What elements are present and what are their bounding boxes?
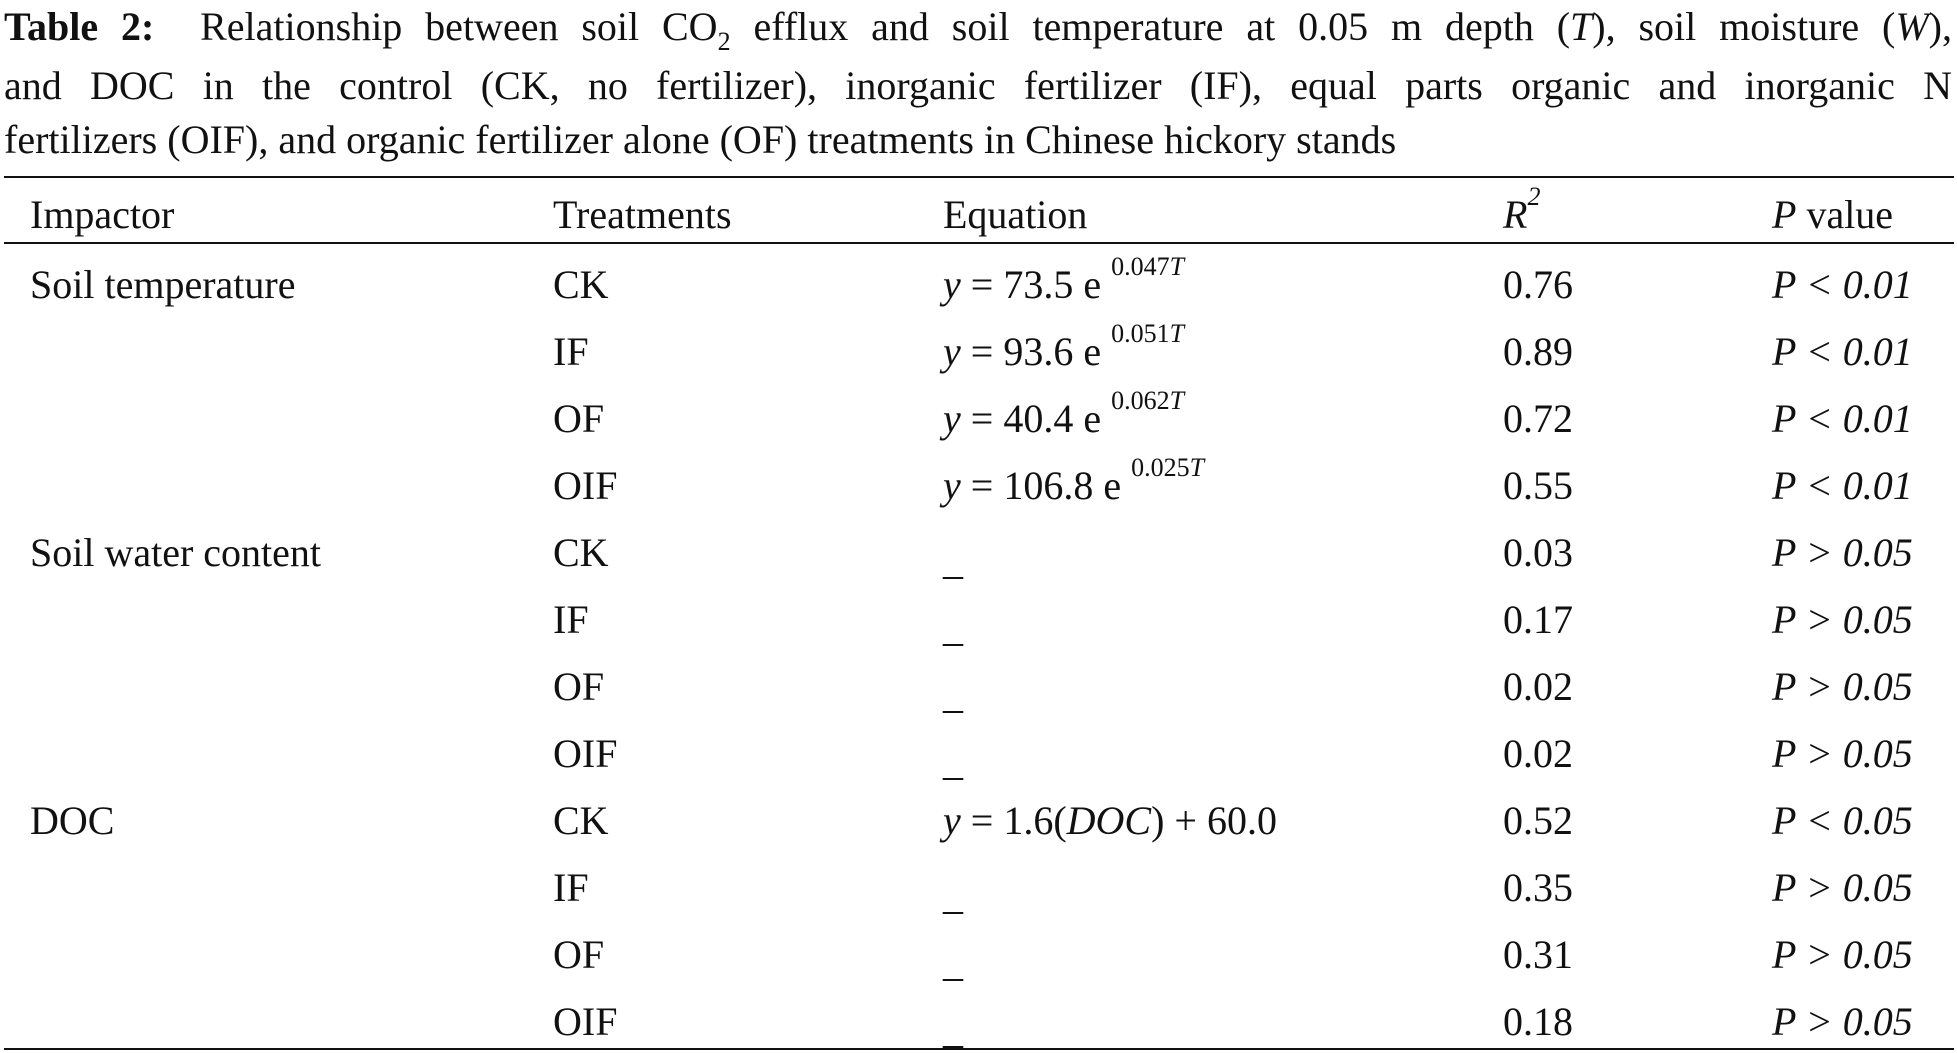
p-value-cell: P < 0.05: [1772, 798, 1913, 843]
equation-cell: [943, 861, 963, 918]
r-squared-cell: 0.89: [1503, 329, 1573, 374]
header-p-value: P value: [1772, 192, 1894, 237]
table-header-rule: [4, 242, 1954, 244]
treatment-cell: OIF: [553, 731, 618, 776]
r-squared-cell: 0.02: [1503, 664, 1573, 709]
r-squared-cell: 0.03: [1503, 530, 1573, 575]
table-row: [0, 995, 1957, 1052]
equation-cell: [943, 593, 963, 650]
treatment-cell: OF: [553, 932, 605, 977]
equation-cell: [943, 319, 1185, 379]
header-impactor: Impactor: [30, 192, 175, 237]
equation-dash: _: [943, 1007, 963, 1052]
table-row: [0, 727, 1957, 784]
r-squared-cell: 0.02: [1503, 731, 1573, 776]
treatment-cell: IF: [553, 329, 589, 374]
equation-constant: ) + 60.0: [1151, 798, 1277, 843]
equation-y: y: [943, 463, 961, 508]
header-r-squared: $R^2$: [1503, 182, 1541, 237]
r-squared-cell: 0.18: [1503, 999, 1573, 1044]
header-equation: Equation: [943, 192, 1088, 237]
equation-body: = 40.4 e: [960, 396, 1112, 441]
r-squared-cell: 0.35: [1503, 865, 1573, 910]
treatment-cell: CK: [553, 262, 609, 307]
treatment-cell: OIF: [553, 463, 618, 508]
equation-dash: _: [943, 538, 963, 583]
equation-cell: [943, 794, 1277, 848]
impactor-cell: Soil temperature: [30, 262, 296, 307]
table-row: [0, 453, 1957, 513]
r-squared-cell: 0.76: [1503, 262, 1573, 307]
table-row: [0, 386, 1957, 446]
p-value-cell: P > 0.05: [1772, 597, 1913, 642]
equation-exponent: 0.051T: [1111, 319, 1185, 348]
equation-variable: DOC: [1066, 798, 1152, 843]
equation-exponent: 0.062T: [1111, 386, 1185, 415]
caption-line-1: Table 2: Relationship between soil $CO_2$ efflux and soil temperature at 0.05 m depth (T), soil moisture (W),: [4, 4, 1952, 56]
impactor-cell: Soil water content: [30, 530, 322, 575]
equation-y: y: [943, 329, 961, 374]
table-row: [0, 861, 1957, 918]
equation-dash: _: [943, 940, 963, 985]
caption-label: Table 2:: [4, 4, 155, 49]
equation-body: = 73.5 e: [960, 262, 1112, 307]
impactor-cell: DOC: [30, 798, 115, 843]
table-caption: [4, 0, 1952, 167]
p-value-cell: P > 0.05: [1772, 731, 1913, 776]
equation-body: = 93.6 e: [960, 329, 1112, 374]
equation-dash: _: [943, 672, 963, 717]
r-squared-cell: 0.31: [1503, 932, 1573, 977]
equation-y: y: [943, 396, 961, 441]
p-value-cell: P < 0.01: [1772, 262, 1913, 307]
equation-cell: [943, 928, 963, 985]
p-value-cell: P < 0.01: [1772, 396, 1913, 441]
treatment-cell: IF: [553, 597, 589, 642]
caption-line-3: fertilizers (OIF), and organic fertilizer alone (OF) treatments in Chinese hickory stands: [4, 117, 1397, 162]
r-squared-cell: 0.55: [1503, 463, 1573, 508]
equation-cell: [943, 995, 963, 1052]
table-top-rule: [4, 176, 1954, 178]
treatment-cell: CK: [553, 798, 609, 843]
treatment-cell: CK: [553, 530, 609, 575]
equation-body: = 106.8 e: [960, 463, 1132, 508]
table-row: [0, 526, 1957, 583]
p-value-cell: P < 0.01: [1772, 463, 1913, 508]
p-value-cell: P > 0.05: [1772, 664, 1913, 709]
table-row: [0, 252, 1957, 312]
p-value-cell: P > 0.05: [1772, 530, 1913, 575]
r-squared-cell: 0.17: [1503, 597, 1573, 642]
table-row: [0, 593, 1957, 650]
treatment-cell: OF: [553, 664, 605, 709]
equation-dash: _: [943, 873, 963, 918]
p-value-cell: P > 0.05: [1772, 999, 1913, 1044]
r-squared-cell: 0.52: [1503, 798, 1573, 843]
p-value-cell: P < 0.01: [1772, 329, 1913, 374]
treatment-cell: OF: [553, 396, 605, 441]
equation-exponent: 0.025T: [1131, 453, 1205, 482]
r-squared-cell: 0.72: [1503, 396, 1573, 441]
caption-line-2: and DOC in the control (CK, no fertilizer), inorganic fertilizer (IF), equal parts organic and inorganic N: [4, 63, 1952, 108]
equation-cell: [943, 453, 1205, 513]
equation-dash: _: [943, 605, 963, 650]
p-value-cell: P > 0.05: [1772, 865, 1913, 910]
table-row: [0, 319, 1957, 379]
treatment-cell: OIF: [553, 999, 618, 1044]
equation-y: y: [943, 798, 961, 843]
header-treatments: Treatments: [553, 192, 732, 237]
treatment-cell: IF: [553, 865, 589, 910]
table-row: [0, 794, 1957, 848]
equation-dash: _: [943, 739, 963, 784]
equation-cell: [943, 660, 963, 717]
equation-cell: [943, 526, 963, 583]
table-row: [0, 660, 1957, 717]
equation-body: = 1.6(: [960, 798, 1067, 843]
equation-cell: [943, 727, 963, 784]
table-header-row: [0, 182, 1957, 242]
table-row: [0, 928, 1957, 985]
equation-cell: [943, 252, 1185, 312]
table-bottom-rule: [4, 1048, 1954, 1050]
equation-y: y: [943, 262, 961, 307]
p-value-cell: P > 0.05: [1772, 932, 1913, 977]
equation-cell: [943, 386, 1185, 446]
equation-exponent: 0.047T: [1111, 252, 1185, 281]
